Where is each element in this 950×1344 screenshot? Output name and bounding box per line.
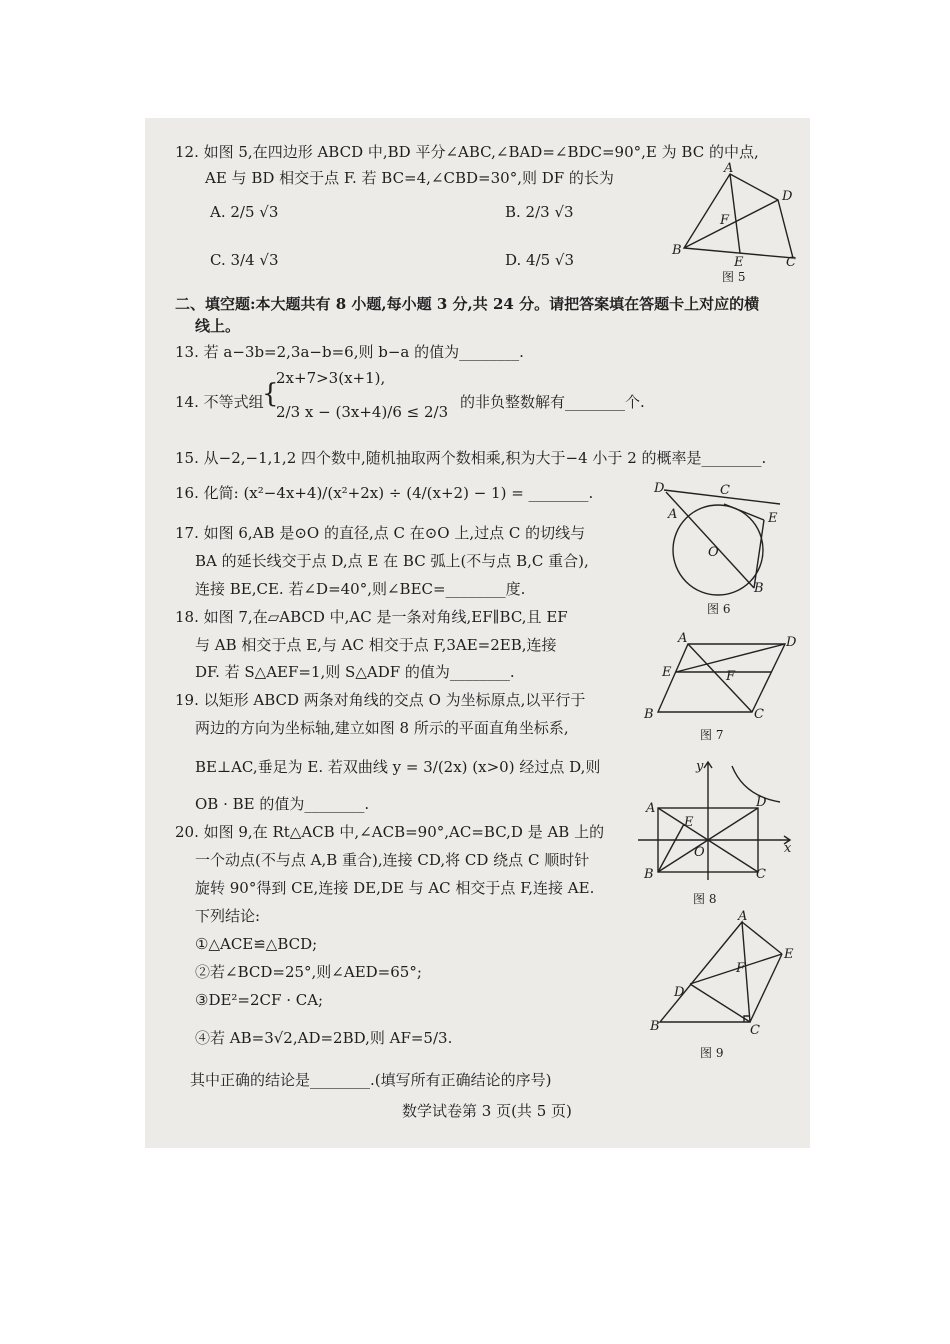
q12-option-a: A. 2/5 √3 [210,203,279,221]
fig5-ae [730,174,740,253]
fig7-ac [688,644,752,712]
q20-line2: 一个动点(不与点 A,B 重合),连接 CD,将 CD 绕点 C 顺时针 [195,851,590,869]
fig8-label-y: y [696,759,704,774]
q12-option-c: C. 3/4 √3 [210,251,279,269]
q20-conclusion-4: ④若 AB=3√2,AD=2BD,则 AF=5/3. [195,1029,453,1047]
q20-line4: 下列结论: [195,907,261,925]
fig6-label-c: C [720,483,730,498]
fig7-label-b: B [644,707,654,722]
q18-line1: 18. 如图 7,在▱ABCD 中,AC 是一条对角线,EF∥BC,且 EF [175,608,568,626]
fig7-label-d: D [786,635,797,650]
fig5-label-b: B [672,243,682,258]
fig6-label-o: O [708,545,719,560]
fig9-caption: 图 9 [700,1046,724,1060]
fig6-label-e: E [768,511,778,526]
fig9-label-d: D [674,985,685,1000]
section2-title-line2: 线上。 [195,317,241,335]
fig7-label-a: A [678,631,688,646]
q14-brace: { [262,379,279,409]
fig8-caption: 图 8 [693,892,717,906]
figure-5 [668,162,798,272]
fig9-ce [750,954,782,1022]
fig7-label-e: E [662,665,672,680]
fig9-label-b: B [650,1019,660,1034]
fig6-label-a: A [668,507,678,522]
q18-line2: 与 AB 相交于点 E,与 AC 相交于点 F,3AE=2EB,连接 [195,636,557,654]
fig8-label-b: B [644,867,654,882]
fig9-ae [742,922,782,954]
fig8-label-o: O [694,845,705,860]
fig6-ce [724,504,764,520]
fig8-label-x: x [784,841,792,856]
q12-line1: 12. 如图 5,在四边形 ABCD 中,BD 平分∠ABC,∠BAD=∠BDC=90°,E 为 BC 的中点, [175,143,759,161]
figure-9 [646,909,796,1038]
q12-option-d: D. 4/5 √3 [505,251,575,269]
q12-line2: AE 与 BD 相交于点 F. 若 BC=4,∠CBD=30°,则 DF 的长为 [205,169,614,187]
q14-tail: 的非负整数解有________个. [460,393,645,411]
page-footer: 数学试卷第 3 页(共 5 页) [402,1102,572,1120]
fig6-caption: 图 6 [707,602,731,616]
q17-line1: 17. 如图 6,AB 是⊙O 的直径,点 C 在⊙O 上,过点 C 的切线与 [175,524,586,542]
q20-line1: 20. 如图 9,在 Rt△ACB 中,∠ACB=90°,AC=BC,D 是 AB 上的 [175,823,605,841]
fig9-label-e: E [784,947,794,962]
fig8-label-a: A [646,801,656,816]
q19-line3: BE⊥AC,垂足为 E. 若双曲线 y = 3/(2x) (x>0) 经过点 D,则 [195,758,601,776]
q19-line1: 19. 以矩形 ABCD 两条对角线的交点 O 为坐标原点,以平行于 [175,691,586,709]
fig8-label-c: C [756,867,766,882]
q19-line4: OB · BE 的值为________. [195,795,370,813]
q12-option-b: B. 2/3 √3 [505,203,574,221]
fig9-label-f: F [736,961,746,976]
figure-6 [650,480,790,598]
figure-7 [640,632,800,722]
fig9-label-c: C [750,1023,760,1038]
q14-inequality-1: 2x+7>3(x+1), [276,369,386,387]
q20-conclusion-3: ③DE²=2CF · CA; [195,991,324,1009]
fig8-label-d: D [756,795,767,810]
q19-line2: 两边的方向为坐标轴,建立如图 8 所示的平面直角坐标系, [195,719,569,737]
q13: 13. 若 a−3b=2,3a−b=6,则 b−a 的值为________. [175,343,524,361]
q20-final-line: 其中正确的结论是________.(填写所有正确结论的序号) [190,1071,552,1089]
fig9-cd [690,984,750,1022]
figure-8 [640,756,800,884]
fig5-label-a: A [724,161,734,176]
q20-conclusion-1: ①△ACE≌△BCD; [195,935,318,953]
fig6-label-b: B [754,581,764,596]
fig7-label-c: C [754,707,764,722]
q20-line3: 旋转 90°得到 CE,连接 DE,DE 与 AC 相交于点 F,连接 AE. [195,879,595,897]
fig6-label-d: D [654,481,665,496]
fig7-label-f: F [726,669,736,684]
fig7-caption: 图 7 [700,728,724,742]
q15: 15. 从−2,−1,1,2 四个数中,随机抽取两个数相乘,积为大于−4 小于 2 的概率是________. [175,449,767,467]
q14-inequality-2: 2/3 x − (3x+4)/6 ≤ 2/3 [276,403,449,421]
fig5-label-f: F [720,213,730,228]
fig5-caption: 图 5 [722,270,746,284]
q18-line3: DF. 若 S△AEF=1,则 S△ADF 的值为________. [195,663,515,681]
fig5-label-d: D [782,189,793,204]
q20-conclusion-2: ②若∠BCD=25°,则∠AED=65°; [195,963,422,981]
fig8-label-e: E [684,815,694,830]
fig5-label-c: C [786,255,796,270]
q14-lead: 14. 不等式组 [175,393,264,411]
q17-line2: BA 的延长线交于点 D,点 E 在 BC 弧上(不与点 B,C 重合), [195,552,589,570]
section2-title-line1: 二、填空题:本大题共有 8 小题,每小题 3 分,共 24 分。请把答案填在答题卡上对应的横 [175,295,760,313]
fig8-be [658,824,684,872]
fig7-parallelogram [658,644,785,712]
fig9-label-a: A [738,909,748,924]
q17-line3: 连接 BE,CE. 若∠D=40°,则∠BEC=________度. [195,580,526,598]
q16: 16. 化简: (x²−4x+4)/(x²+2x) ÷ (4/(x+2) − 1) = ________. [175,484,594,502]
fig5-label-e: E [734,255,744,270]
